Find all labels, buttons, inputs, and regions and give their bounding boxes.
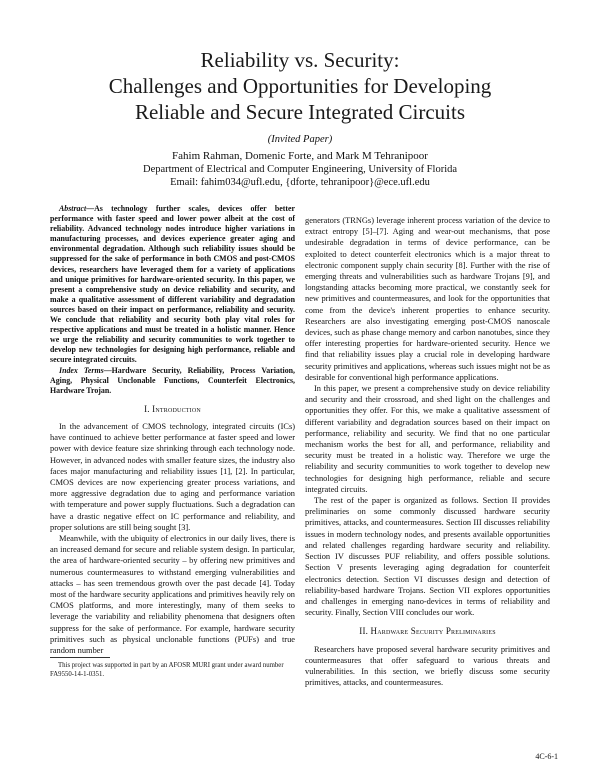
index-terms-text: —Hardware Security, Reliability, Process Variation, Aging, Physical Unclonable Functions, Counterfeit Electronics, Hardware Trojan. [50, 365, 296, 395]
right-column [305, 215, 550, 688]
intro-paragraph-4: In this paper, we present a comprehensive study on device reliability and security and their crossroad, and shed light on the challenges and opportunities they offer. For this, we make a qualitative assessment of different variability and degradation sources based on their impact on performance, reliability and security. We find that no one particular mechanism works the best for all, and performance, reliability and security must be treated in a holistic way. Therefore we urge the reliability and security communities to work together to develop new technologies for designing high performance, reliable and secure integrated circuits. [305, 384, 550, 494]
abstract-label: Abstract [59, 204, 87, 213]
author-list: Fahim Rahman, Domenic Forte, and Mark M Tehranipoor [172, 150, 428, 162]
funding-footnote: This project was supported in part by an AFOSR MURI grant under award number FA9550-14-1-0351. [50, 662, 284, 678]
footnote-rule [50, 657, 110, 658]
intro-paragraph-1: In the advancement of CMOS technology, integrated circuits (ICs) have continued to achieve better performance at faster speed and lower power with device feature size shrinking through each technology node. However, in advanced nodes with smaller feature sizes, the industry also faces major manufacturing and reliability issues [1], [2]. In particular, CMOS devices are now experiencing greater process variations, and more aggressive degradation due to aging and performance variation with temperature and power supply fluctuations. Such a degradation can have a drastic negative effect on IC performance and reliability, and proper solutions are still being sought [3]. [50, 421, 295, 532]
index-terms-label: Index Terms [59, 365, 104, 375]
invited-paper-note: (Invited Paper) [267, 134, 333, 145]
paper-title-line-1: Reliability vs. Security: [200, 48, 400, 72]
paper-title-line-2: Challenges and Opportunities for Developing [108, 74, 492, 98]
intro-paragraph-3: generators (TRNGs) leverage inherent process variation of the device to extract entropy [5]–[7]. Aging and wear-out mechanisms, that pose undesirable degradation in terms of device performance, can be exploited to detect counterfeit electronics which is a major threat to electronic component supply chain security [8]. Further with the rise of emerging threats and vulnerabilities such as hardware Trojans [9], and longstanding attacks becoming more practical, we constantly seek for new primitives and countermeasures, and look for the opportunities that come from the device's inherent properties to enhance security. Researchers are also investigating emerging post-CMOS nanoscale devices, such as phase change memory and carbon nanotubes, since they offer interesting properties for hardware-oriented security. Hence we find that reliability issues play a crucial role in developing hardware security primitives and applications, whereas such issues might not be as desirable for conventional high performance applications. [305, 216, 550, 382]
author-email: Email: fahim034@ufl.edu, {dforte, tehranipoor}@ece.ufl.edu [170, 177, 430, 188]
abstract [50, 204, 295, 366]
affiliation: Department of Electrical and Computer Engineering, University of Florida [142, 164, 458, 175]
section-heading-preliminaries: II. Hardware Security Preliminaries [359, 626, 496, 637]
left-column [50, 204, 295, 656]
paper-title-line-3: Reliable and Secure Integrated Circuits [134, 100, 466, 124]
intro-paragraph-2: Meanwhile, with the ubiquity of electronics in our daily lives, there is an increased demand for secure and reliable system design. In particular, the area of hardware-oriented security – by offering new primitives and numerous countermeasures to withstand emerging vulnerabilities and attacks – has seen tremendous growth over the past decade [4]. Today most of the hardware security applications and primitives heavily rely on CMOS platforms, and more interestingly, many of them seeks to leverage the variability and reliability phenomena that designers often suppress for the sake of performance. For example, hardware security primitives such as physical unclonable functions (PUFs) and true random number [50, 534, 295, 656]
preliminaries-paragraph-1: Researchers have proposed several hardware security primitives and countermeasures that offer safeguard to various threats and vulnerabilities. In this section, we briefly discuss some security primitives, attacks, and countermeasures. [305, 644, 550, 688]
index-terms [50, 366, 295, 396]
page-number: 4C-6-1 [535, 752, 558, 761]
intro-paragraph-5: The rest of the paper is organized as follows. Section II provides preliminaries on some commonly discussed hardware security primitives, attacks, and countermeasures. Section III discusses reliability issues in modern technology nodes, and presents available opportunities and related challenges regarding hardware security and reliability. Section IV discusses PUF reliability, and offers possible solutions. Section V presents leveraging aging degradation for counterfeit electronics detection. Section VI discusses design and detection of reliability-based hardware Trojans. Section VII explores opportunities and challenges in emerging nano-devices in terms of reliability and security. Finally, Section VIII concludes our work. [305, 496, 550, 618]
section-heading-introduction: I. Introduction [144, 403, 201, 414]
abstract-text: —As technology further scales, devices offer better performance with faster speed and lower power albeit at the cost of reliability. Advanced technology nodes introduce higher variations in manufacturing processes, and devices experience greater aging and environmental degradation. Although such reliability issues should be suppressed for the sake of performance in both CMOS and post-CMOS devices, researchers have leveraged them for a variety of applications and unique primitives for hardware-oriented security. In this paper, we present a comprehensive study on device reliability and security, and make a qualitative assessment of different variability and degradation sources based on their impact on performance, reliability and security. We conclude that reliability and security both play vital roles for respective applications and must be treated in a holistic manner. Hence we urge the reliability and security communities to work together to develop new technologies for designing high performance, reliable and secure integrated circuits. [50, 204, 295, 365]
